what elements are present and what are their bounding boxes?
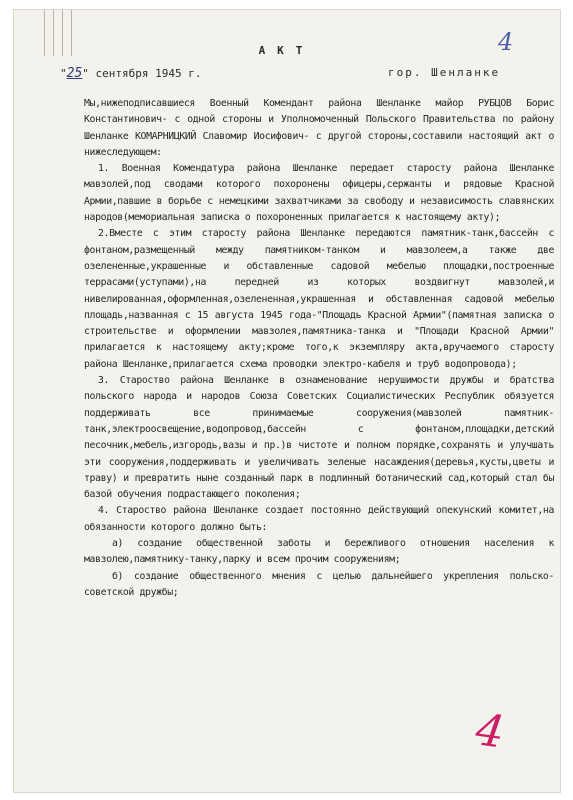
preamble-paragraph: Мы,нижеподписавшиеся Военный Комендант района Шенланке майор РУБЦОВ Борис Константинович- с одной стороны и Уполномоченный Польского Правительства по району Шенланке КОМАРНИЦКИЙ Славомир Иосифович- с другой стороны,составили настоящий акт о нижеследующем: [84,98,554,158]
document-body [84,96,554,601]
document-date: "25" сентября 1945 г. [60,66,202,81]
clause-2: 2.Вместе с этим старосту района Шенланке передаются памятник-танк,бассейн с фонтаном,размещенный между памятником-танком и мавзолеем,а также две озелененные,украшенные и обставленные садовой мебелью площадки,построенные террасами(уступами),на передней из которых воздвигнут мавзолей,и нивелированная,оформленная,озелененная,украшенная и обставленная садовой мебелью площадь,названная с 15 августа 1945 года-"Площадь Красной Армии"(памятная записка о строительстве и оформлении мавзолея,памятника-танка и "Площади Красной Армии" прилагается к настоящему акту;кроме того,к экземпляру акта,вручаемого старосту района Шенланке,прилагается схема проводки электро-кабеля и труб водопровода); [84,228,554,370]
clause-4b: б) создание общественного мнения с целью дальнейшего укрепления польско-советской дружбы; [84,570,554,598]
document-city: гор. Шенланке [388,66,501,79]
document-title: АКТ [258,44,315,57]
date-day: 25 [66,66,83,81]
folio-number-top: 4 [498,28,514,56]
folio-number-bottom: 4 [472,704,508,759]
clause-1: 1. Военная Комендатура района Шенланке передает старосту района Шенланке мавзолей,под сводами которого похоронены офицеры,сержанты и рядовые Красной Армии,павшие в борьбе с немецкими захватчиками за свободу и независимость славянских народов(мемориальная записка о похороненных прилагается к настоящему акту); [84,163,554,224]
date-month-year: сентября 1945 г. [95,67,202,80]
clause-4: 4. Староство района Шенланке создает постоянно действующий опекунский комитет,на обязанности которого должно быть: [84,505,554,533]
clause-3: 3. Староство района Шенланке в ознаменование нерушимости дружбы и братства польского народа и народов Союза Советских Социалистических Республик обязуется поддерживать все принимаемые сооружения(мавзолей памятник-танк,электроосвещение,водопровод,бассейн с фонтаном,площадки,детский песочник,мебель,изгородь,вазы и пр.)в чистоте и полном порядке,сохранять и улучшать эти сооружения,поддерживать и увеличивать зеленые насаждения(деревья,кусты,цветы и траву) и превратить ныне созданный парк в подлинный ботанический сад,который стал бы базой обучения подрастающего поколения; [84,375,554,501]
clause-4a: а) создание общественной заботы и бережливого отношения населения к мавзолею,памятнику-танку,парку и всем прочим сооружениям; [84,538,554,566]
